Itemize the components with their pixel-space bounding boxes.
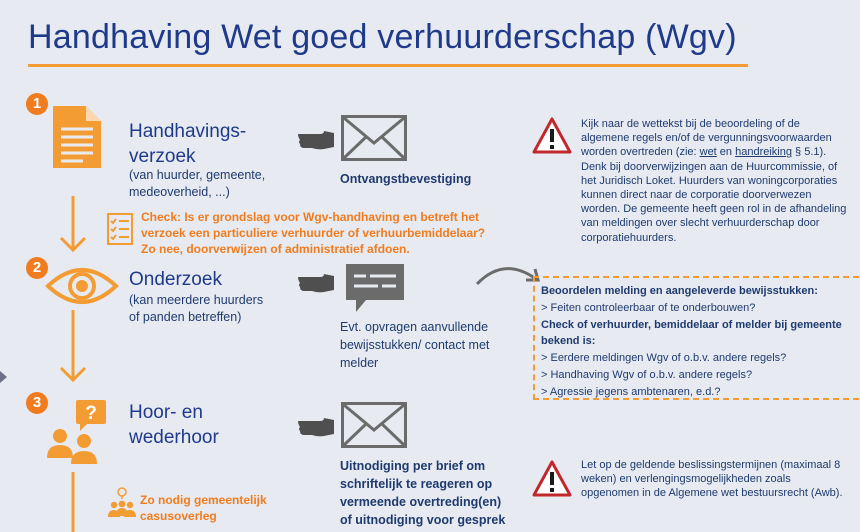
assessment-checklist: Beoordelen melding en aangeleverde bewijsstukken: > Feiten controleerbaar of te onderbouwen? Check of verhuurder, bemiddelaar of melder bij gemeente bekend is: > Eerdere meldingen Wgv of o.b.v. andere regels? > Handhaving Wgv of o.b.v. andere regels? > Agressie jegens ambtenaren, e.d.?: [533, 276, 860, 400]
document-icon: [50, 103, 104, 171]
step-3-title: Hoor- en wederhoor: [129, 402, 219, 448]
legal-note: Kijk naar de wettekst bij de beoordeling of de algemene regels en/of de vergunningsvoorwaarden worden overtreden (zie: wet en handreiking § 5.1). Denk bij doorverwijzingen aan de Huurcommissie, of het Juridisch Loket. Huurders van woningcorporaties kunnen direct naar de corporatie doorverwezen worden. De gemeente heeft geen rol in de afhandeling van meldingen over slecht verhuurderschap door corporatiehuurders.: [581, 118, 847, 244]
slide-nav-arrow-icon[interactable]: [0, 371, 7, 383]
step-3-number: 3: [26, 392, 48, 414]
warning-icon: [532, 460, 572, 498]
deadline-note: Let op de geldende beslissingstermijnen (maximaal 8 weken) en verlengingsmogelijkheden zoals opgenomen in de Algemene wet bestuursrecht (Awb).: [581, 459, 843, 500]
svg-text:?: ?: [85, 403, 97, 424]
envelope-icon: [339, 113, 409, 163]
municipal-consultation-text: Zo nodig gemeentelijk casusoverleg: [140, 493, 267, 523]
step-2-title: Onderzoek: [129, 269, 222, 290]
eye-icon: [45, 261, 119, 311]
step-2-subtitle: (kan meerdere huurders of panden betreffen): [129, 293, 264, 324]
step-1-title: Handhavings- verzoek: [129, 121, 247, 167]
warning-icon: [532, 117, 572, 155]
step-1-subtitle: (van huurder, gemeente, medeoverheid, ...): [129, 168, 266, 199]
people-question-icon: [44, 398, 110, 468]
checklist-icon: [106, 212, 134, 246]
envelope-icon: [339, 400, 409, 450]
flow-arrows: [55, 190, 91, 532]
eligibility-check-text: Check: Is er grondslag voor Wgv-handhaving en betreft het verzoek een particuliere verhuurder of verhuurbemiddelaar? Zo nee, doorverwijzen of administratief afdoen.: [141, 210, 486, 256]
pointing-hand-icon: [296, 125, 336, 151]
consultation-icon: [107, 486, 137, 520]
title-underline: [28, 64, 748, 67]
step-1-number: 1: [26, 93, 48, 115]
invitation-text: Uitnodiging per brief om schriftelijk te reageren op vermeende overtreding(en) of uitnodiging voor gesprek: [340, 459, 506, 527]
pointing-hand-icon: [296, 412, 336, 438]
page-title: Handhaving Wet goed verhuurderschap (Wgv): [28, 18, 737, 56]
receipt-confirmation-label: Ontvangstbevestiging: [340, 172, 472, 186]
wet-link[interactable]: wet: [699, 146, 717, 159]
request-evidence-text: Evt. opvragen aanvullende bewijsstukken/ contact met melder: [340, 320, 490, 370]
step-2-number: 2: [26, 257, 48, 279]
pointing-hand-icon: [296, 268, 336, 294]
chat-icon: [344, 262, 406, 314]
handreiking-link[interactable]: handreiking: [735, 146, 792, 159]
